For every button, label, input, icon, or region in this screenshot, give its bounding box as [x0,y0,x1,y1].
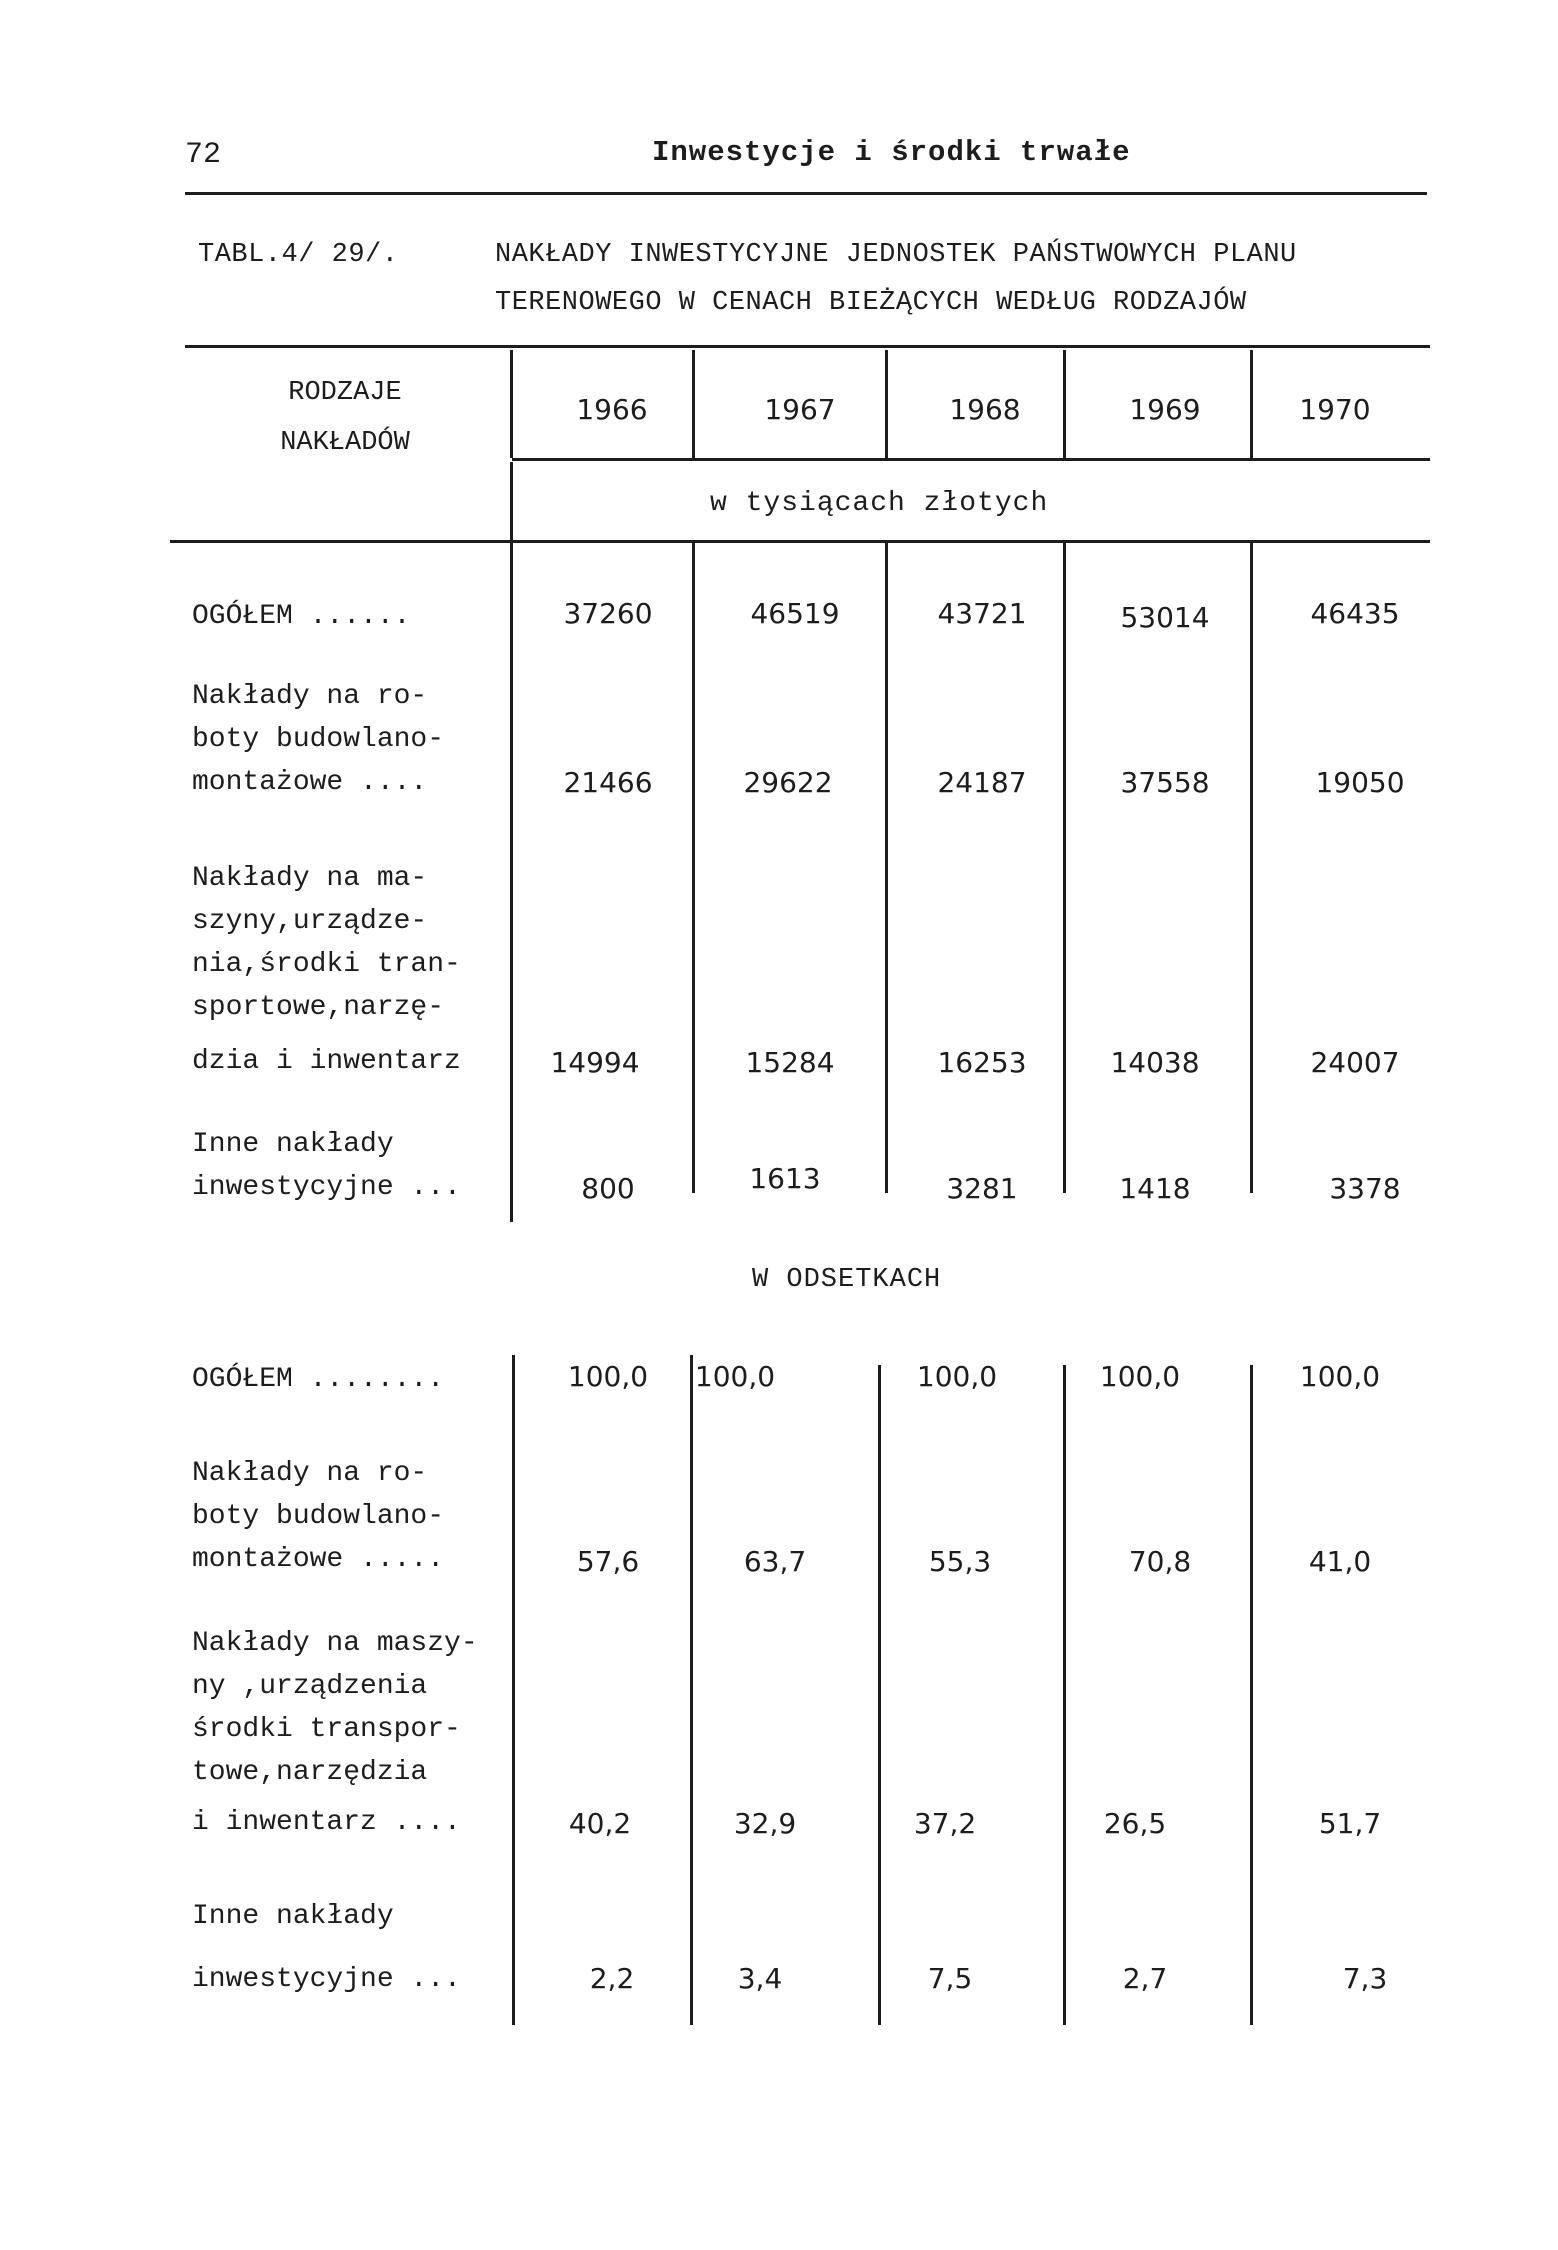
cell-value: 46519 [750,597,840,630]
row-label-total: OGÓŁEM ...... [192,601,411,632]
row-label-construction: montażowe ..... [192,1544,445,1575]
row-label-machinery: i inwentarz .... [192,1807,461,1838]
cell-value: 100,0 [1099,1360,1181,1393]
row-header-line2: NAKŁADÓW [280,428,410,458]
cell-value: 37,2 [913,1807,977,1840]
column-rule [510,350,513,458]
cell-value: 37558 [1120,766,1210,799]
cell-value: 21466 [563,766,653,799]
cell-value: 7,5 [927,1962,973,1995]
cell-value: 41,0 [1308,1545,1372,1578]
running-title: Inwestycje i środki trwałe [652,136,1131,169]
row-label-machinery: sportowe,narzę- [192,992,445,1023]
column-rule [885,543,888,1193]
row-label-construction: boty budowlano- [192,724,445,755]
column-rule [512,1355,515,2025]
cell-value: 46435 [1310,597,1400,630]
cell-value: 100,0 [916,1360,998,1393]
cell-value: 2,2 [589,1962,635,1995]
year-header-1968: 1968 [949,393,1021,426]
cell-value: 7,3 [1342,1962,1388,1995]
column-rule [1063,1365,1066,2025]
cell-value: 43721 [937,597,1027,630]
column-rule [692,543,695,1193]
row-label-total: OGÓŁEM ........ [192,1364,445,1395]
cell-value: 100,0 [1299,1360,1381,1393]
cell-value: 1418 [1119,1172,1191,1205]
cell-value: 14994 [550,1046,640,1079]
row-label-construction: Nakłady na ro- [192,1458,428,1489]
cell-value: 3,4 [737,1962,783,1995]
row-label-other: inwestycyjne ... [192,1964,461,1995]
cell-value: 51,7 [1318,1807,1382,1840]
column-rule [692,350,695,458]
column-rule [1250,1365,1253,2025]
column-rule [690,1355,693,2025]
cell-value: 1613 [749,1162,821,1195]
cell-value: 32,9 [733,1807,797,1840]
cell-value: 3378 [1329,1172,1401,1205]
table-title-line1: NAKŁADY INWESTYCYJNE JEDNOSTEK PAŃSTWOWYCH PLANU [495,240,1297,270]
table-top-rule [185,345,1430,348]
column-rule [1250,543,1253,1193]
cell-value: 53014 [1120,601,1210,634]
cell-value: 19050 [1315,766,1405,799]
row-label-construction: montażowe .... [192,767,428,798]
row-label-machinery: szyny,urządze- [192,906,428,937]
cell-value: 14038 [1110,1046,1200,1079]
row-label-construction: boty budowlano- [192,1501,445,1532]
cell-value: 16253 [937,1046,1027,1079]
column-rule [510,462,513,1222]
cell-value: 29622 [743,766,833,799]
row-header-line1: RODZAJE [288,378,402,408]
row-label-other: Inne nakłady [192,1901,394,1932]
column-rule [885,350,888,458]
cell-value: 800 [581,1172,635,1205]
year-divider-rule [512,458,1430,461]
row-label-other: Inne nakłady [192,1129,394,1160]
row-label-machinery: środki transpor- [192,1714,461,1745]
cell-value: 2,7 [1122,1962,1168,1995]
cell-value: 100,0 [567,1360,649,1393]
year-header-1966: 1966 [576,393,648,426]
unit-caption: w tysiącach złotych [710,488,1049,519]
row-label-machinery: Nakłady na ma- [192,863,428,894]
cell-value: 40,2 [568,1807,632,1840]
cell-value: 63,7 [743,1545,807,1578]
row-label-machinery: nia,środki tran- [192,949,461,980]
column-rule [878,1365,881,2025]
column-rule [1063,350,1066,458]
year-header-1970: 1970 [1299,393,1371,426]
row-label-machinery: towe,narzędzia [192,1757,428,1788]
cell-value: 26,5 [1103,1807,1167,1840]
row-label-machinery: dzia i inwentarz [192,1046,461,1077]
cell-value: 24007 [1310,1046,1400,1079]
cell-value: 70,8 [1128,1545,1192,1578]
table-label: TABL.4/ 29/. [198,240,399,270]
section-heading-percent: W ODSETKACH [752,1265,942,1295]
row-label-machinery: ny ,urządzenia [192,1671,428,1702]
column-rule [1250,350,1253,458]
header-bottom-rule [170,540,1430,543]
cell-value: 3281 [946,1172,1018,1205]
column-rule [1063,543,1066,1193]
table-title-line2: TERENOWEGO W CENACH BIEŻĄCYCH WEDŁUG RODZAJÓW [495,288,1247,318]
cell-value: 55,3 [928,1545,992,1578]
row-label-construction: Nakłady na ro- [192,681,428,712]
row-label-other: inwestycyjne ... [192,1172,461,1203]
cell-value: 15284 [745,1046,835,1079]
cell-value: 57,6 [576,1545,640,1578]
cell-value: 100,0 [694,1360,776,1393]
page-number: 72 [185,138,222,172]
header-rule [185,192,1427,195]
row-label-machinery: Nakłady na maszy- [192,1628,478,1659]
year-header-1967: 1967 [764,393,836,426]
cell-value: 37260 [563,597,653,630]
year-header-1969: 1969 [1129,393,1201,426]
cell-value: 24187 [937,766,1027,799]
